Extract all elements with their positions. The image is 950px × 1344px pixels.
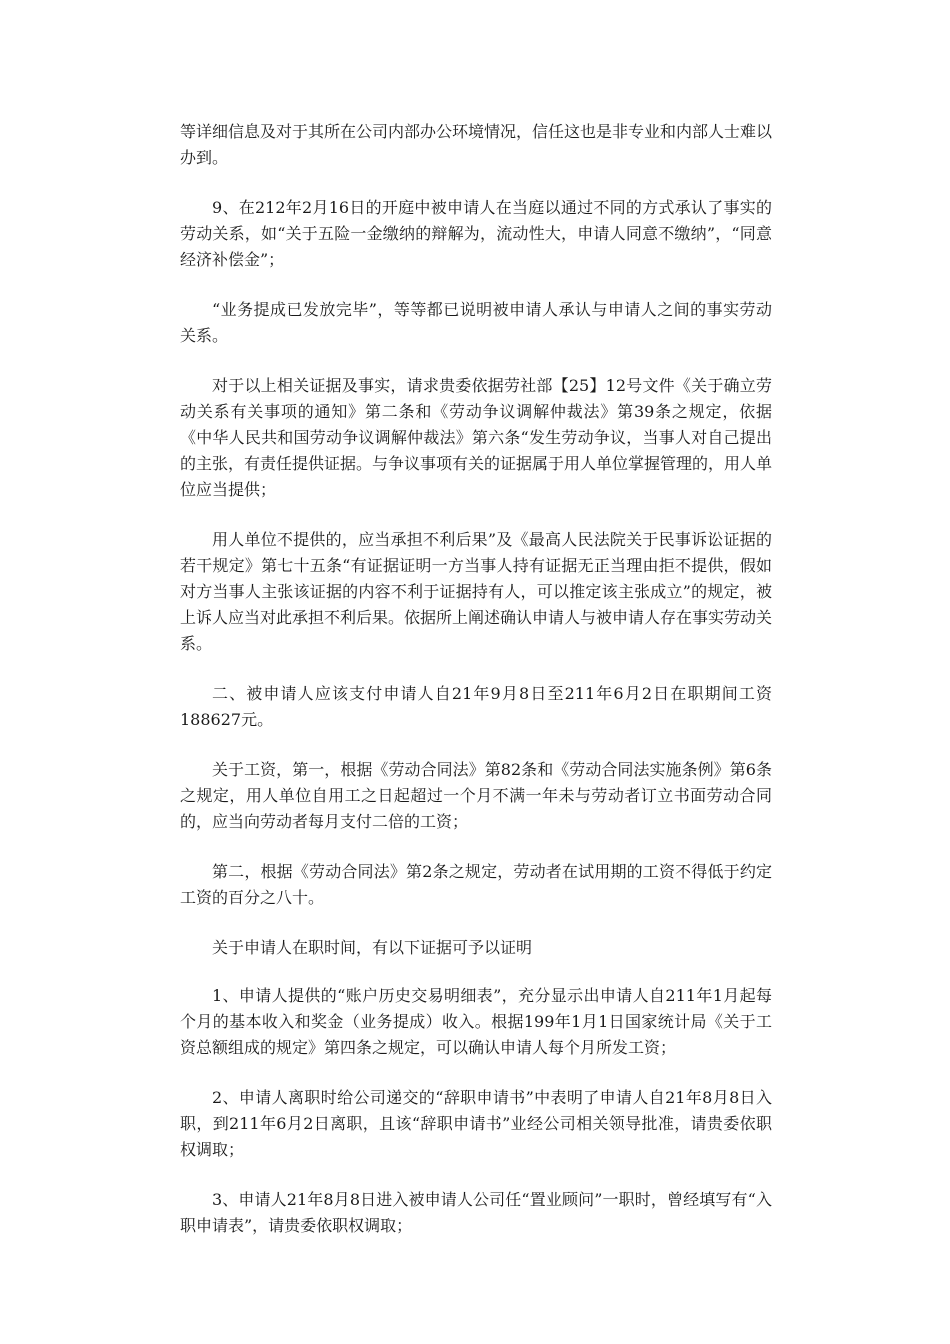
paragraph-evidence-1: 1、申请人提供的“账户历史交易明细表”，充分显示出申请人自211年1月起每个月的基本收入和奖金（业务提成）收入。根据199年1月1日国家统计局《关于工资总额组成的规定》第四条之规定，可以确认申请人每个月所发工资；	[180, 986, 772, 1057]
paragraph-employer-burden: 用人单位不提供的，应当承担不利后果”及《最高人民法院关于民事诉讼证据的若干规定》第七十五条“有证据证明一方当事人持有证据无正当理由拒不提供，假如对方当事人主张该证据的内容不利于证据持有人，可以推定该主张成立”的规定，被上诉人应当对此承担不利后果。依据所上阐述确认申请人与被申请人存在事实劳动关系。	[180, 530, 773, 653]
document-body	[180, 119, 772, 1263]
paragraph-item-9: 9、在212年2月16日的开庭中被申请人在当庭以通过不同的方式承认了事实的劳动关系，如“关于五险一金缴纳的辩解为，流动性大，申请人同意不缴纳”，“同意经济补偿金”；	[180, 198, 772, 269]
paragraph-commission-quote: “业务提成已发放完毕”，等等都已说明被申请人承认与申请人之间的事实劳动关系。	[180, 300, 772, 345]
paragraph-evidence-3: 3、申请人21年8月8日进入被申请人公司任“置业顾问”一职时，曾经填写有“入职申请表”，请贵委依职权调取；	[180, 1190, 772, 1235]
paragraph-tenure-intro: 关于申请人在职时间，有以下证据可予以证明	[212, 938, 533, 957]
paragraph-evidence-2: 2、申请人离职时给公司递交的“辞职申请书”中表明了申请人自21年8月8日入职，到211年6月2日离职，且该“辞职申请书”业经公司相关领导批准，请贵委依职权调取；	[180, 1088, 772, 1159]
paragraph-wage-second: 第二，根据《劳动合同法》第2条之规定，劳动者在试用期的工资不得低于约定工资的百分之八十。	[180, 862, 772, 907]
paragraph-section-two-heading: 二、被申请人应该支付申请人自21年9月8日至211年6月2日在职期间工资188627元。	[180, 684, 772, 729]
paragraph-continuation: 等详细信息及对于其所在公司内部办公环境情况，信任这也是非专业和内部人士难以办到。	[180, 122, 773, 167]
paragraph-wage-first: 关于工资，第一，根据《劳动合同法》第82条和《劳动合同法实施条例》第6条之规定，用人单位自用工之日起超过一个月不满一年未与劳动者订立书面劳动合同的，应当向劳动者每月支付二倍的工资；	[180, 760, 772, 831]
paragraph-evidence-request: 对于以上相关证据及事实，请求贵委依据劳社部【25】12号文件《关于确立劳动关系有关事项的通知》第二条和《劳动争议调解仲裁法》第39条之规定，依据《中华人民共和国劳动争议调解仲裁法》第六条“发生劳动争议，当事人对自己提出的主张，有责任提供证据。与争议事项有关的证据属于用人单位掌握管理的，用人单位应当提供；	[180, 376, 773, 499]
